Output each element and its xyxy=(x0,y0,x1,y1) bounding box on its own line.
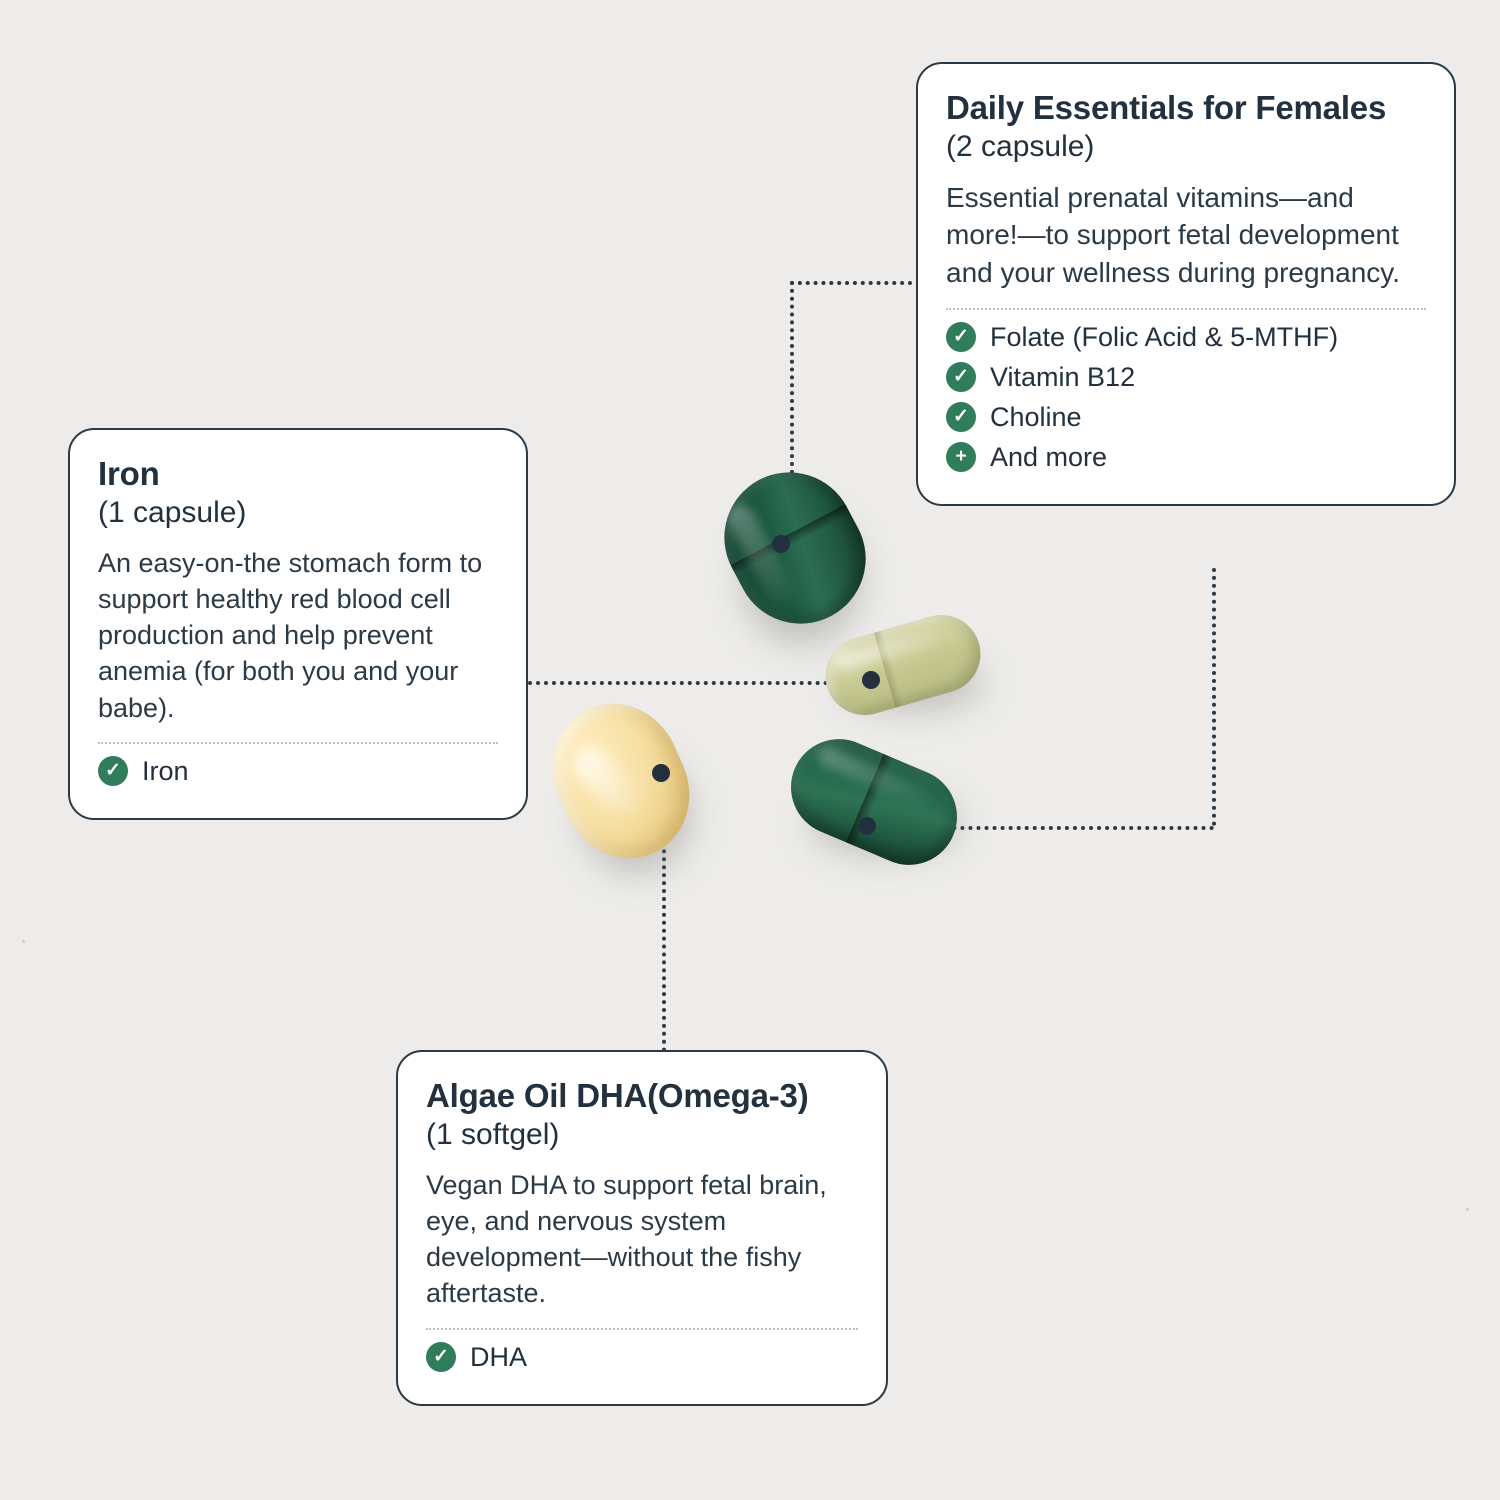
anchor-dot-green-lower xyxy=(858,817,876,835)
list-item xyxy=(946,322,1426,353)
card-bullet-list xyxy=(98,756,498,787)
list-item xyxy=(946,442,1426,473)
pale-green-capsule xyxy=(818,610,993,730)
bullet-label: Iron xyxy=(142,755,189,786)
connector-essentials2-vertical xyxy=(1212,568,1216,826)
card-description: Essential prenatal vitamins—and more!—to support fetal development and your wellness during pregnancy. xyxy=(946,181,1400,288)
anchor-dot-khaki xyxy=(862,671,880,689)
green-capsule-lower xyxy=(780,740,970,880)
card-description: Vegan DHA to support fetal brain, eye, and nervous system development—without the fishy aftertaste. xyxy=(426,1169,827,1309)
check-icon: ✓ xyxy=(98,756,128,786)
list-item xyxy=(426,1342,858,1373)
check-icon: ✓ xyxy=(426,1342,456,1372)
anchor-dot-green-upper xyxy=(772,535,790,553)
card-title: Daily Essentials for Females xyxy=(946,89,1387,126)
check-icon: ✓ xyxy=(946,362,976,392)
card-dose: (1 capsule) xyxy=(98,495,247,529)
check-icon: ✓ xyxy=(946,402,976,432)
list-item xyxy=(98,756,498,787)
green-capsule-upper xyxy=(712,455,882,635)
list-item xyxy=(946,362,1426,393)
card-title: Algae Oil DHA(Omega-3) xyxy=(426,1077,809,1114)
bullet-label: And more xyxy=(990,441,1108,472)
background-speck xyxy=(1466,1208,1469,1211)
anchor-dot-softgel xyxy=(652,764,670,782)
card-divider xyxy=(98,742,498,744)
bullet-label: Vitamin B12 xyxy=(990,361,1136,392)
card-divider xyxy=(946,308,1426,310)
connector-essentials-horizontal xyxy=(790,281,920,285)
bullet-label: Folate (Folic Acid & 5-MTHF) xyxy=(990,321,1339,352)
check-icon: ✓ xyxy=(946,322,976,352)
list-item xyxy=(946,402,1426,433)
card-bullet-list xyxy=(426,1342,858,1373)
card-title: Iron xyxy=(98,455,160,492)
callout-card-daily-essentials xyxy=(916,62,1456,506)
bullet-label: Choline xyxy=(990,401,1082,432)
plus-icon: + xyxy=(946,442,976,472)
background-speck xyxy=(22,940,25,943)
card-bullet-list xyxy=(946,322,1426,473)
callout-card-iron xyxy=(68,428,528,820)
bullet-label: DHA xyxy=(470,1341,528,1372)
yellow-softgel xyxy=(548,690,738,870)
callout-card-algae-oil-dha xyxy=(396,1050,888,1406)
card-divider xyxy=(426,1328,858,1330)
card-dose: (2 capsule) xyxy=(946,129,1095,163)
card-description: An easy-on-the stomach form to support healthy red blood cell production and help prevent anemia (for both you and your babe). xyxy=(98,547,483,723)
card-dose: (1 softgel) xyxy=(426,1117,560,1151)
